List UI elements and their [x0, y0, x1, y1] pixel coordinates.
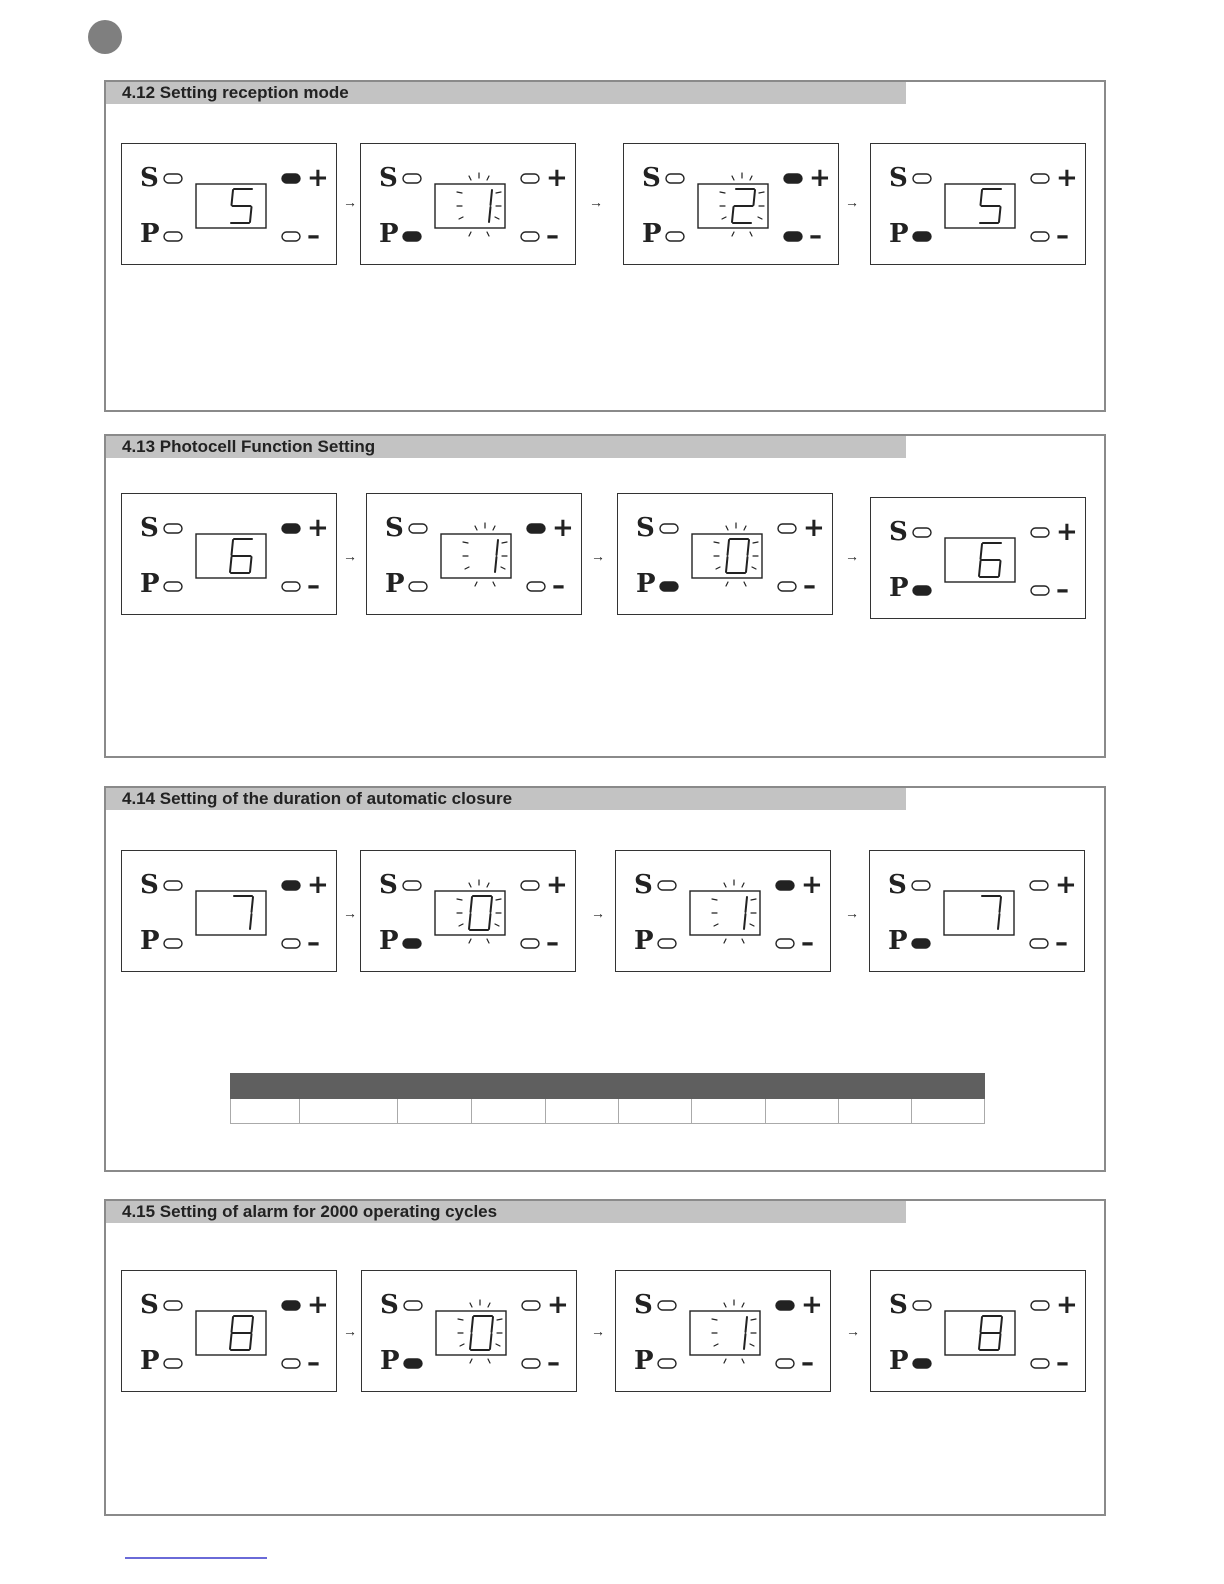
plus-button-label: + [307, 870, 329, 900]
s-led-indicator [913, 528, 931, 537]
s-button-label: S [379, 163, 398, 193]
plus-led-indicator [778, 524, 796, 533]
p-button-label: P [380, 1346, 400, 1376]
panel-graphic [871, 1271, 1087, 1393]
p-button-label: P [888, 926, 908, 956]
minus-button-label: – [1056, 221, 1069, 251]
step-arrow: → [343, 1323, 357, 1339]
plus-led-indicator [1031, 528, 1049, 537]
table-header-row [231, 1074, 985, 1099]
step-arrow: → [591, 1323, 605, 1339]
minus-button-label: – [1056, 575, 1069, 605]
plus-led-indicator [282, 1301, 300, 1310]
section-title: 4.13 Photocell Function Setting [106, 436, 906, 458]
minus-led-indicator [282, 939, 300, 948]
digit-display-window [945, 184, 1015, 228]
step-arrow: → [343, 194, 357, 210]
step-arrow: → [591, 548, 605, 564]
plus-led-indicator [527, 524, 545, 533]
minus-led-indicator [784, 232, 802, 241]
s-led-indicator [913, 174, 931, 183]
step-arrow: → [845, 548, 859, 564]
plus-button-label: + [307, 1290, 329, 1320]
s-button-label: S [634, 1290, 653, 1320]
minus-button-label: – [809, 221, 822, 251]
minus-led-indicator [1030, 939, 1048, 948]
minus-led-indicator [527, 582, 545, 591]
panel-graphic [871, 144, 1087, 266]
p-led-indicator [403, 939, 421, 948]
display-panel [121, 1270, 337, 1392]
footer-link-underline [125, 1557, 267, 1559]
plus-button-label: + [1055, 870, 1077, 900]
section-4-15 [104, 1199, 1106, 1516]
p-button-label: P [140, 1346, 160, 1376]
digit-display-window [196, 891, 266, 935]
step-arrow: → [845, 905, 859, 921]
display-panel [615, 1270, 831, 1392]
panel-graphic [624, 144, 840, 266]
minus-button-label: – [552, 571, 565, 601]
display-panel [121, 493, 337, 615]
digit-display-window [441, 534, 511, 578]
minus-button-label: – [307, 928, 320, 958]
panel-graphic [616, 851, 832, 973]
page-marker-dot [88, 20, 122, 54]
digit-display-window [435, 184, 505, 228]
plus-led-indicator [1031, 1301, 1049, 1310]
minus-led-indicator [282, 232, 300, 241]
minus-led-indicator [282, 582, 300, 591]
plus-button-label: + [1056, 163, 1078, 193]
minus-button-label: – [546, 928, 559, 958]
minus-button-label: – [803, 571, 816, 601]
s-button-label: S [140, 163, 159, 193]
step-arrow: → [846, 1323, 860, 1339]
plus-led-indicator [522, 1301, 540, 1310]
minus-led-indicator [1031, 232, 1049, 241]
panel-graphic [122, 1271, 338, 1393]
digit-display-window [690, 891, 760, 935]
minus-button-label: – [307, 1348, 320, 1378]
plus-led-indicator [776, 1301, 794, 1310]
display-panel [869, 850, 1085, 972]
digit-display-window [690, 1311, 760, 1355]
s-led-indicator [404, 1301, 422, 1310]
display-panel [617, 493, 833, 615]
p-button-label: P [379, 926, 399, 956]
minus-led-indicator [521, 939, 539, 948]
s-led-indicator [666, 174, 684, 183]
display-panel [615, 850, 831, 972]
display-panel [361, 1270, 577, 1392]
p-led-indicator [913, 586, 931, 595]
s-led-indicator [164, 524, 182, 533]
closure-time-table [230, 1073, 985, 1124]
s-button-label: S [889, 1290, 908, 1320]
panel-graphic [361, 851, 577, 973]
display-panel [870, 143, 1086, 265]
display-panel [366, 493, 582, 615]
p-led-indicator [164, 1359, 182, 1368]
step-arrow: → [343, 905, 357, 921]
p-button-label: P [634, 1346, 654, 1376]
p-led-indicator [403, 232, 421, 241]
plus-led-indicator [1030, 881, 1048, 890]
p-button-label: P [889, 219, 909, 249]
minus-button-label: – [1055, 928, 1068, 958]
p-led-indicator [658, 939, 676, 948]
display-panel [870, 497, 1086, 619]
minus-led-indicator [282, 1359, 300, 1368]
minus-button-label: – [801, 1348, 814, 1378]
panel-graphic [870, 851, 1086, 973]
p-button-label: P [385, 569, 405, 599]
plus-led-indicator [784, 174, 802, 183]
p-led-indicator [164, 582, 182, 591]
s-button-label: S [642, 163, 661, 193]
plus-led-indicator [1031, 174, 1049, 183]
minus-button-label: – [307, 221, 320, 251]
p-led-indicator [658, 1359, 676, 1368]
section-4-13 [104, 434, 1106, 758]
panel-graphic [122, 494, 338, 616]
panel-graphic [361, 144, 577, 266]
plus-led-indicator [282, 524, 300, 533]
s-button-label: S [380, 1290, 399, 1320]
panel-graphic [367, 494, 583, 616]
plus-button-label: + [547, 1290, 569, 1320]
digit-display-window [944, 891, 1014, 935]
panel-graphic [122, 851, 338, 973]
panel-graphic [362, 1271, 578, 1393]
section-4-14 [104, 786, 1106, 1172]
plus-button-label: + [1056, 517, 1078, 547]
plus-led-indicator [521, 174, 539, 183]
plus-led-indicator [282, 881, 300, 890]
p-led-indicator [660, 582, 678, 591]
minus-led-indicator [776, 1359, 794, 1368]
s-led-indicator [913, 1301, 931, 1310]
panel-graphic [616, 1271, 832, 1393]
display-panel [870, 1270, 1086, 1392]
plus-led-indicator [282, 174, 300, 183]
step-arrow: → [343, 548, 357, 564]
p-led-indicator [409, 582, 427, 591]
plus-button-label: + [801, 870, 823, 900]
minus-button-label: – [801, 928, 814, 958]
display-panel [360, 850, 576, 972]
s-led-indicator [409, 524, 427, 533]
display-panel [360, 143, 576, 265]
p-button-label: P [140, 219, 160, 249]
minus-led-indicator [522, 1359, 540, 1368]
p-led-indicator [666, 232, 684, 241]
p-button-label: P [140, 569, 160, 599]
step-arrow: → [591, 905, 605, 921]
plus-button-label: + [307, 513, 329, 543]
s-led-indicator [658, 1301, 676, 1310]
s-button-label: S [888, 870, 907, 900]
s-button-label: S [140, 870, 159, 900]
minus-button-label: – [1056, 1348, 1069, 1378]
p-button-label: P [379, 219, 399, 249]
section-4-12 [104, 80, 1106, 412]
minus-led-indicator [1031, 586, 1049, 595]
p-led-indicator [912, 939, 930, 948]
plus-button-label: + [809, 163, 831, 193]
plus-button-label: + [546, 163, 568, 193]
panel-graphic [618, 494, 834, 616]
s-led-indicator [660, 524, 678, 533]
digit-display-window [196, 184, 266, 228]
p-led-indicator [164, 939, 182, 948]
plus-button-label: + [801, 1290, 823, 1320]
plus-led-indicator [776, 881, 794, 890]
s-led-indicator [658, 881, 676, 890]
s-button-label: S [889, 517, 908, 547]
section-title: 4.15 Setting of alarm for 2000 operating cycles [106, 1201, 906, 1223]
s-button-label: S [385, 513, 404, 543]
section-title: 4.14 Setting of the duration of automatic closure [106, 788, 906, 810]
s-button-label: S [636, 513, 655, 543]
s-led-indicator [164, 174, 182, 183]
plus-button-label: + [803, 513, 825, 543]
s-led-indicator [912, 881, 930, 890]
minus-button-label: – [307, 571, 320, 601]
p-led-indicator [913, 1359, 931, 1368]
plus-button-label: + [1056, 1290, 1078, 1320]
s-button-label: S [379, 870, 398, 900]
p-button-label: P [634, 926, 654, 956]
p-button-label: P [636, 569, 656, 599]
plus-button-label: + [307, 163, 329, 193]
s-led-indicator [164, 881, 182, 890]
p-button-label: P [140, 926, 160, 956]
s-led-indicator [164, 1301, 182, 1310]
plus-button-label: + [546, 870, 568, 900]
p-led-indicator [404, 1359, 422, 1368]
step-arrow: → [589, 194, 603, 210]
plus-led-indicator [521, 881, 539, 890]
s-led-indicator [403, 881, 421, 890]
display-panel [121, 850, 337, 972]
minus-led-indicator [778, 582, 796, 591]
p-led-indicator [913, 232, 931, 241]
step-arrow: → [845, 194, 859, 210]
minus-button-label: – [546, 221, 559, 251]
s-button-label: S [889, 163, 908, 193]
s-button-label: S [140, 1290, 159, 1320]
minus-led-indicator [1031, 1359, 1049, 1368]
panel-graphic [122, 144, 338, 266]
s-button-label: S [140, 513, 159, 543]
p-button-label: P [889, 573, 909, 603]
s-button-label: S [634, 870, 653, 900]
section-title: 4.12 Setting reception mode [106, 82, 906, 104]
minus-led-indicator [776, 939, 794, 948]
minus-button-label: – [547, 1348, 560, 1378]
plus-button-label: + [552, 513, 574, 543]
p-led-indicator [164, 232, 182, 241]
display-panel [623, 143, 839, 265]
s-led-indicator [403, 174, 421, 183]
display-panel [121, 143, 337, 265]
panel-graphic [871, 498, 1087, 620]
p-button-label: P [642, 219, 662, 249]
minus-led-indicator [521, 232, 539, 241]
table-row [231, 1099, 985, 1124]
p-button-label: P [889, 1346, 909, 1376]
